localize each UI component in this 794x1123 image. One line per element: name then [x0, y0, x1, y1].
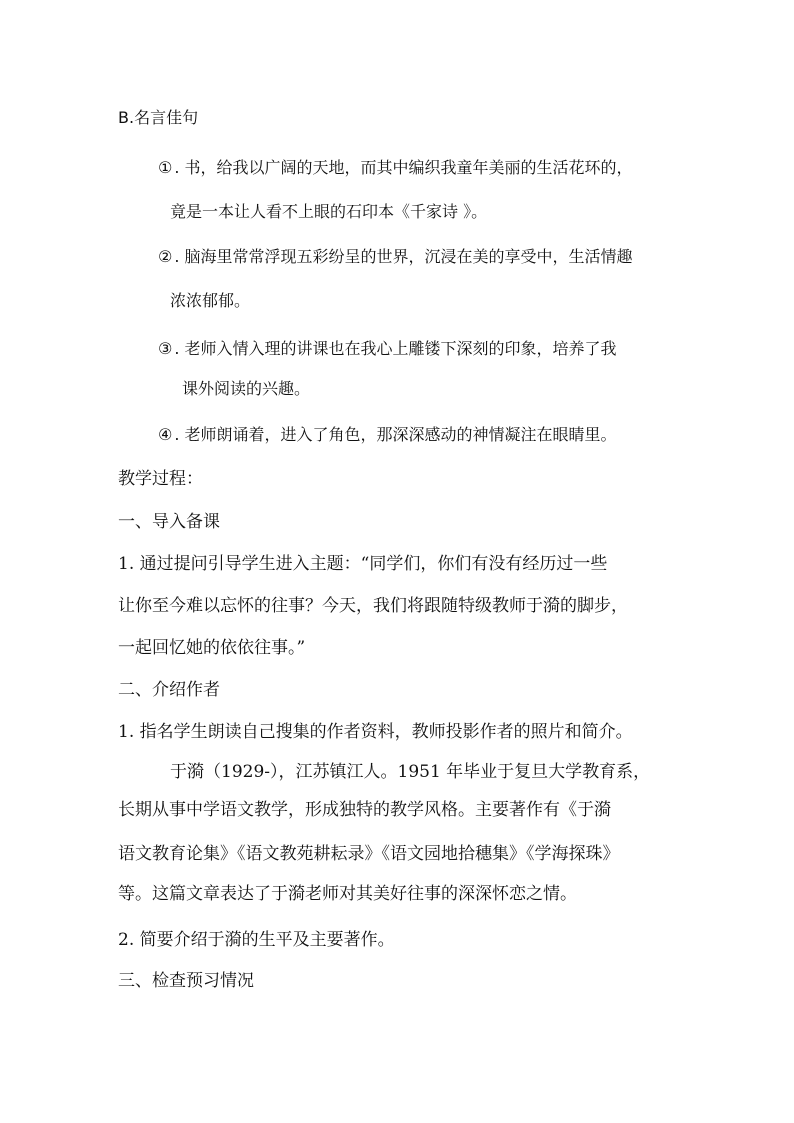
- part-2-item-2: 2. 简要介绍于漪的生平及主要著作。: [118, 930, 395, 950]
- circled-number-2: ②: [158, 247, 173, 266]
- bio-line-1: 于漪（1929-），江苏镇江人。1951 年毕业于复旦大学教育系，: [170, 762, 651, 782]
- quote-item-1-line-1: ① . 书，给我以广阔的天地，而其中编织我童年美丽的生活花环的，: [158, 158, 633, 177]
- circled-number-3: ③: [158, 339, 173, 358]
- section-b-heading: B.名言佳句: [118, 108, 199, 127]
- part-1-item-1-line-2: 让你至今难以忘怀的往事？今天，我们将跟随特级教师于漪的脚步，: [118, 596, 628, 616]
- quote-item-2-line-1: ② . 脑海里常常浮现五彩纷呈的世界，沉浸在美的享受中，生活情趣: [158, 247, 633, 266]
- bio-line-3: 语文教育论集》《语文教苑耕耘录》《语文园地拾穗集》《学海探珠》: [118, 844, 620, 864]
- quote-item-2-line-2: 浓浓郁郁。: [170, 291, 251, 310]
- bio-line-2: 长期从事中学语文教学，形成独特的教学风格。主要著作有《于漪: [118, 800, 611, 820]
- quote-item-1-line-2: 竟是一本让人看不上眼的石印本《千家诗 》。: [170, 202, 488, 221]
- part-3-heading: 三、检查预习情况: [118, 971, 254, 991]
- bio-line-4: 等。这篇文章表达了于漪老师对其美好往事的深深怀恋之情。: [118, 884, 577, 904]
- part-2-heading: 二、介绍作者: [118, 680, 220, 700]
- circled-number-4: ④: [158, 425, 173, 444]
- quote-item-3-line-2: 课外阅读的兴趣。: [182, 379, 311, 398]
- quote-item-3-line-1: ③ . 老师入情入理的讲课也在我心上雕镂下深刻的印象，培养了我: [158, 339, 617, 358]
- process-title: 教学过程：: [118, 469, 203, 489]
- circled-number-1: ①: [158, 158, 173, 177]
- part-1-heading: 一、导入备课: [118, 512, 220, 532]
- part-2-item-1: 1. 指名学生朗读自己搜集的作者资料，教师投影作者的照片和简介。: [118, 722, 633, 742]
- part-1-item-1-line-3: 一起回忆她的依依往事。”: [118, 638, 306, 658]
- quote-item-4-line-1: ④ . 老师朗诵着，进入了角色，那深深感动的神情凝注在眼睛里。: [158, 425, 617, 444]
- part-1-item-1-line-1: 1. 通过提问引导学生进入主题：“同学们，你们有没有经历过一些: [118, 554, 608, 574]
